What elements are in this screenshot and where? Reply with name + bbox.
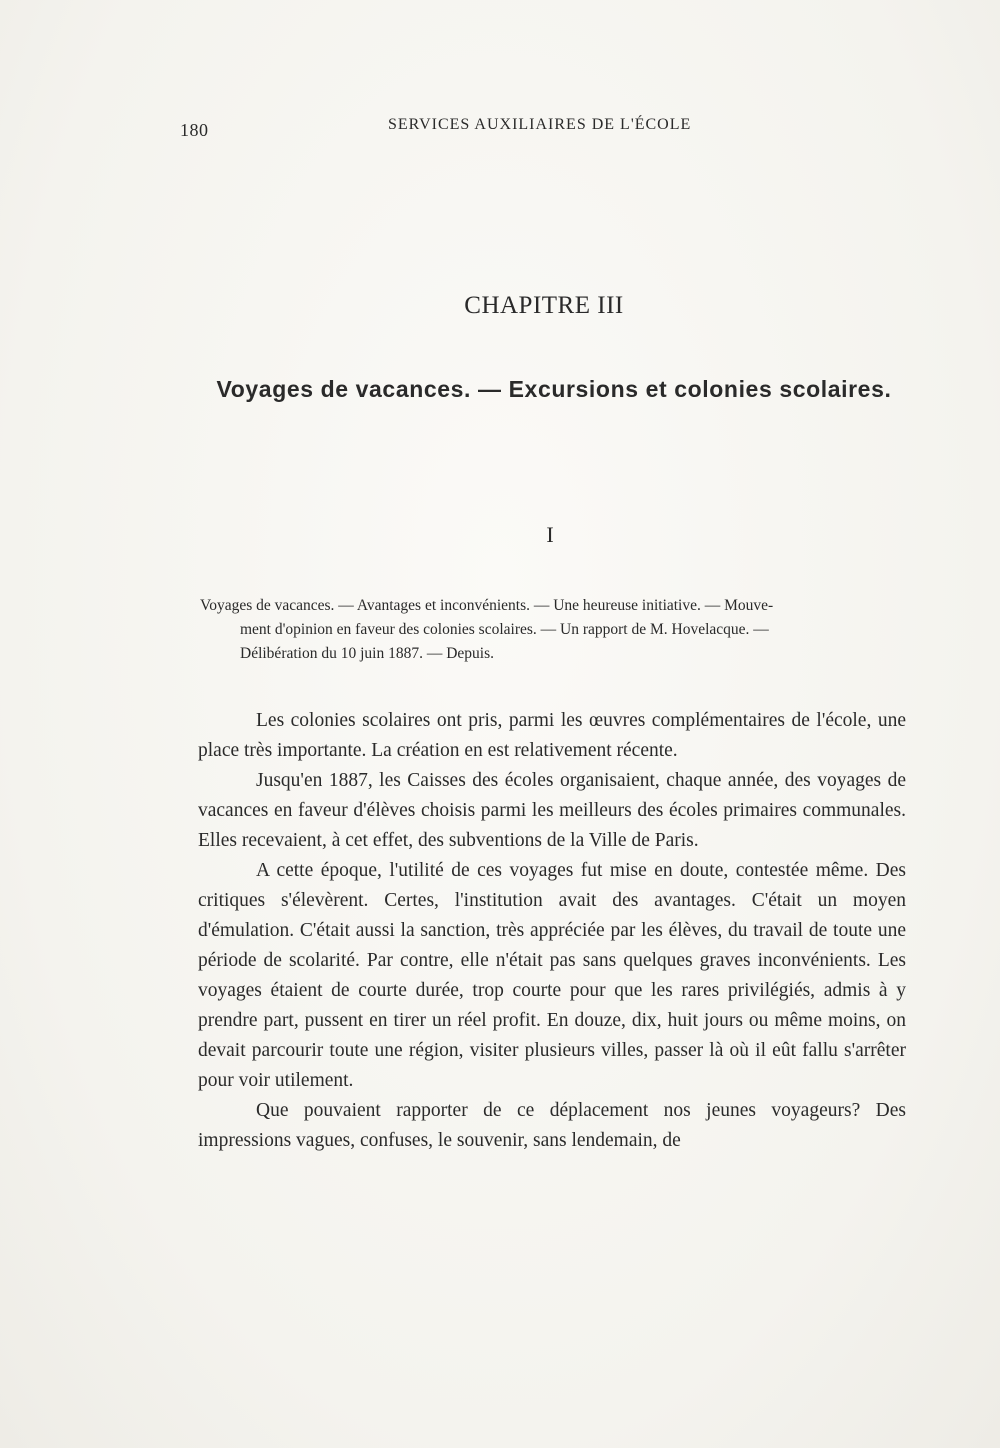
section-numeral: I [546, 522, 554, 547]
chapter-title: CHAPITRE III [464, 292, 624, 319]
paragraph: Que pouvaient rapporter de ce déplacement nos jeunes voyageurs? Des impressions vagues, confuses, le souvenir, sans lendemain, de [198, 1100, 906, 1151]
summary-line: ment d'opinion en faveur des colonies scolaires. — Un rapport de M. Hovelacque. — [240, 621, 769, 638]
paragraph: A cette époque, l'utilité de ces voyages fut mise en doute, contestée même. Des critiques s'élevèrent. Certes, l'institution avait des avantages. C'était un moyen d'émulation. C'était aussi la sanction, très appréciée par les élèves, du travail de toute une période de scolarité. Par contre, elle n'était pas sans quelques graves inconvénients. Les voyages étaient de courte durée, trop courte pour que les rares privilégiés, admis à y prendre part, pussent en tirer un réel profit. En douze, dix, huit jours ou même moins, on devait parcourir toute une région, visiter plusieurs villes, passer là où il eût fallu s'arrêter pour voir utilement. [198, 860, 906, 1091]
running-head [180, 116, 900, 140]
summary-line: Délibération du 10 juin 1887. — Depuis. [240, 645, 494, 662]
section-heading: Voyages de vacances. — Excursions et colonies scolaires. [216, 376, 892, 402]
paragraph: Les colonies scolaires ont pris, parmi les œuvres complémentaires de l'école, une place très importante. La création en est relativement récente. [198, 710, 906, 761]
summary-line: Voyages de vacances. — Avantages et inconvénients. — Une heureuse initiative. — Mouve- [200, 597, 774, 614]
section-summary [200, 594, 906, 666]
paragraph: Jusqu'en 1887, les Caisses des écoles organisaient, chaque année, des voyages de vacances en faveur d'élèves choisis parmi les meilleurs des écoles primaires communales. Elles recevaient, à cet effet, des subventions de la Ville de Paris. [198, 770, 906, 851]
running-title: SERVICES AUXILIAIRES DE L'ÉCOLE [388, 116, 692, 133]
body-text [198, 706, 906, 1156]
page-number: 180 [180, 120, 209, 140]
